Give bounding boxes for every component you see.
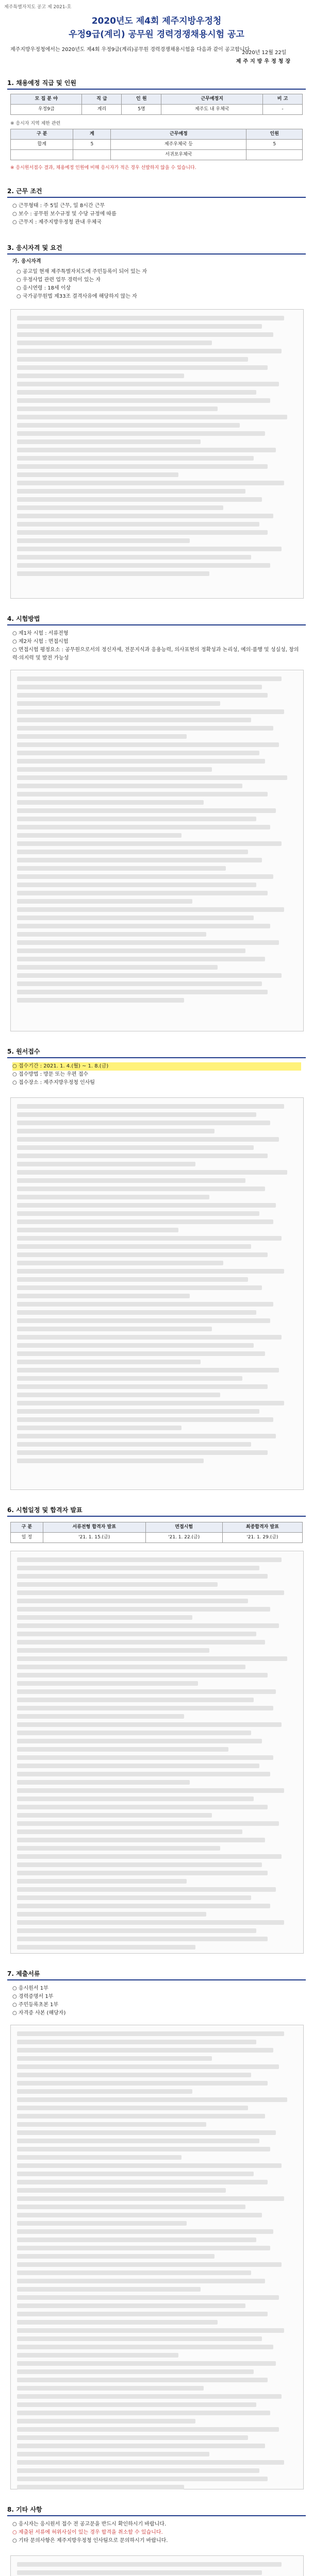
table-row: 우정9급 계리 5명 제주도 내 우체국 - (11, 105, 303, 115)
table-row: 서귀포우체국 (11, 150, 303, 160)
detail-text-block (17, 1104, 295, 1467)
detail-text-block (17, 2562, 295, 2576)
schedule-table: 구 분 서류전형 합격자 발표 면접시험 최종합격자 발표 일 정 '21. 1. 15.(금) '21. 1. 22.(금) '21. 1. 29.(금) (10, 1522, 303, 1543)
recruit-header-grade: 직 급 (82, 94, 122, 105)
other-detail-box (10, 2555, 304, 2576)
work-conditions: ○ 근무형태 : 주 5일 근무, 일 8시간 근무 ○ 보수 : 공무원 보수규정 및 수당 규정에 따름 ○ 근무지 : 제주지방우정청 관내 우체국 (12, 203, 117, 225)
recruit-header-place: 근무예정지 (161, 94, 263, 105)
recruit-header-note: 비 고 (263, 94, 303, 105)
documents-detail-box (10, 2025, 304, 2489)
section-6-heading: 6. 시험일정 및 합격자 발표 (7, 1504, 306, 1517)
table-row: 일 정 '21. 1. 15.(금) '21. 1. 22.(금) '21. 1. 29.(금) (11, 1533, 303, 1543)
title-line-2: 우정9급(계리) 공무원 경력경쟁채용시험 공고 (69, 29, 244, 40)
recruit-note: ※ 응시원서접수 결과, 채용예정 인원에 비해 응시자가 적은 경우 선발하지 않을 수 있습니다. (10, 165, 196, 171)
page-title (0, 14, 313, 41)
section-8-heading: 8. 기타 사항 (7, 2504, 306, 2516)
issuer-name: 제주지방우정청장 (236, 59, 292, 64)
eligibility-detail-box (10, 309, 304, 599)
detail-text-block (17, 676, 295, 1006)
intro-text: 제주지방우정청에서는 2020년도 제4회 우정9급(계리)공무원 경력경쟁채용시험을 다음과 같이 공고합니다. (10, 47, 252, 53)
exam-method-list: ○ 제1차 시험 : 서류전형 ○ 제2차 시험 : 면접시험 ○ 면접시험 평정요소 : 공무원으로서의 정신자세, 전문지식과 응용능력, 의사표현의 정확성과 논리성, 예의·품행 및 성실성, 창의력·의지력 및 발전 가능성 (12, 631, 299, 661)
region-caption: ※ 응시자 지역 제한 관련 (10, 121, 61, 126)
issue-block (236, 48, 292, 66)
issue-date: 2020년 12월 22일 (242, 50, 287, 56)
application-info: ○ 접수기간 : 2021. 1. 4.(월) ~ 1. 8.(금) ○ 접수방법 : 방문 또는 우편 접수 ○ 접수장소 : 제주지방우정청 인사팀 (12, 1062, 301, 1087)
section-5-heading: 5. 원서접수 (7, 1046, 306, 1058)
reference-number: 제주특별자치도 공고 제 2021-호 (4, 5, 72, 10)
detail-text-block (17, 1557, 295, 1953)
table-row: 합계 5 제주우체국 등 5 (11, 140, 303, 150)
documents-list: ○ 응시원서 1부 ○ 경력증명서 1부 ○ 주민등록초본 1부 ○ 자격증 사본 (해당자) (12, 1986, 66, 2016)
eligibility-list: ○ 공고일 현재 제주특별자치도에 주민등록이 되어 있는 자 ○ 우정사업 관련 업무 경력이 있는 자 ○ 응시연령 : 18세 이상 ○ 국가공무원법 제33조 결격사유에 해당하지 않는 자 (17, 269, 147, 299)
title-line-1: 2020년도 제4회 제주지방우정청 (91, 16, 222, 26)
application-detail-box (10, 1097, 304, 1490)
region-table: 구 분 계 근무예정 인원 합계 5 제주우체국 등 5 서귀포우체국 (10, 129, 303, 160)
exam-detail-box (10, 670, 304, 1031)
schedule-detail-box (10, 1551, 304, 1954)
eligibility-heading: 가. 응시자격 (12, 259, 41, 264)
other-notes: ○ 응시자는 응시원서 접수 전 공고문을 반드시 확인하시기 바랍니다. ○ 제출된 서류에 허위사실이 있는 경우 합격을 취소할 수 있습니다. ○ 기타 문의사항은 제주지방우정청 인사팀으로 문의하시기 바랍니다. (12, 2521, 168, 2544)
section-4-heading: 4. 시험방법 (7, 613, 306, 625)
recruit-table (10, 94, 303, 115)
detail-text-block (17, 2031, 295, 2493)
recruit-header-field: 모 집 분 야 (11, 94, 82, 105)
section-1-heading: 1. 채용예정 직급 및 인원 (7, 77, 306, 90)
section-2-heading: 2. 근무 조건 (7, 185, 306, 198)
detail-text-block (17, 316, 295, 580)
section-3-heading: 3. 응시자격 및 요건 (7, 242, 306, 255)
section-7-heading: 7. 제출서류 (7, 1968, 306, 1980)
recruit-header-count: 인 원 (122, 94, 161, 105)
